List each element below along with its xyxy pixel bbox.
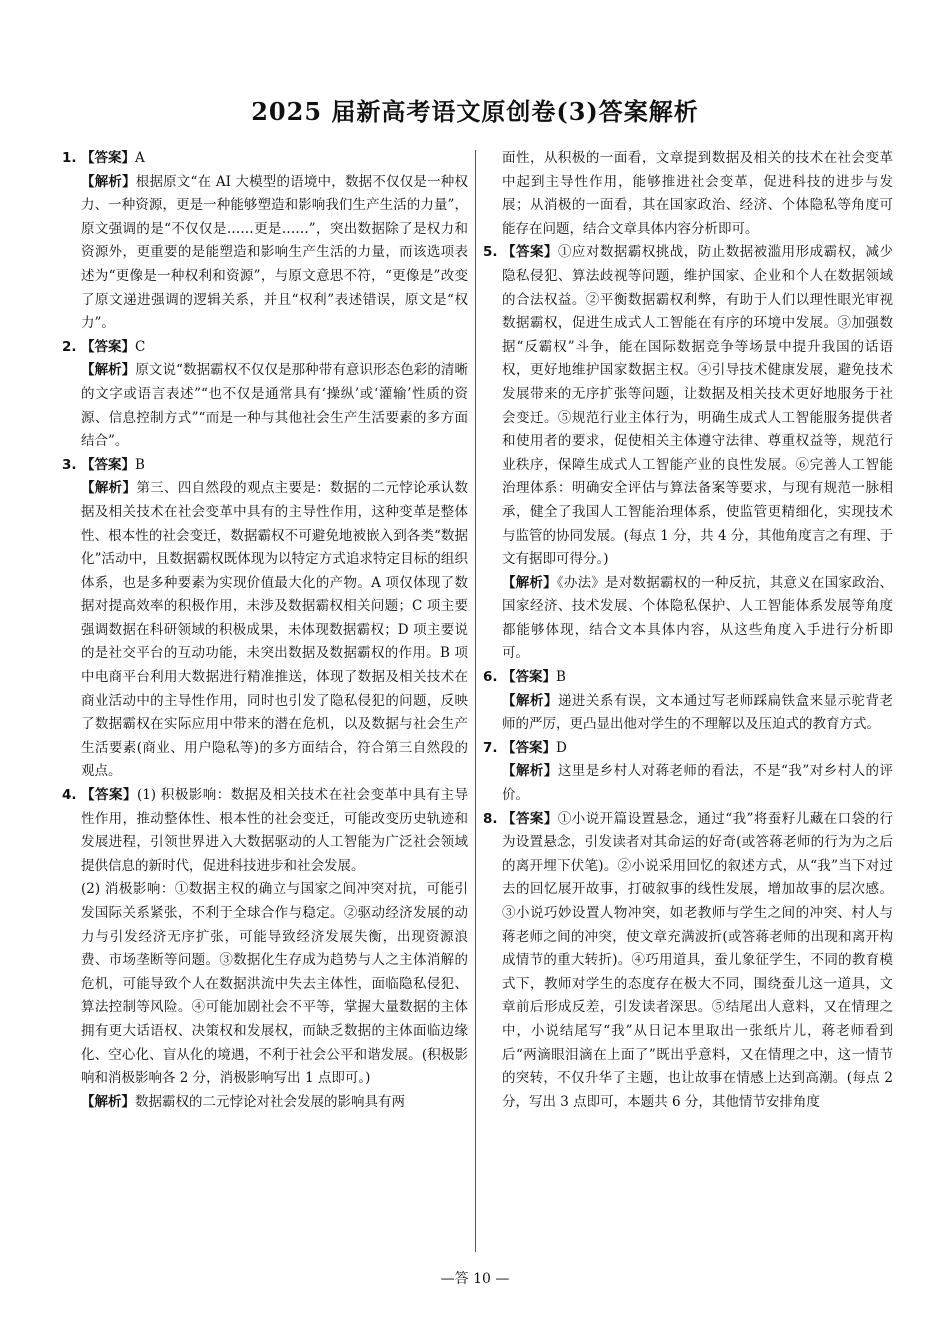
answer-label: 【答案】: [502, 810, 558, 827]
answer-label: 【答案】: [502, 739, 556, 756]
question-4: [62, 784, 468, 1114]
column-divider: [475, 150, 476, 1252]
answer-label: 【答案】: [81, 338, 135, 355]
answer-text: B: [556, 669, 566, 686]
question-1: [62, 147, 468, 336]
question-number: 8.: [483, 810, 498, 827]
question-8: [483, 808, 893, 1115]
analysis-label: 【解析】: [81, 480, 137, 497]
analysis-text: 《办法》是对数据霸权的一种反抗，其意义在国家政治、国家经济、技术发展、个体隐私保护、人工智能体系发展等角度都能够体现，结合文本具体内容，从这些角度入手进行分析即可。: [502, 574, 894, 662]
answer-text: ①应对数据霸权挑战，防止数据被滥用形成霸权，减少隐私侵犯、算法歧视等问题，维护国家、企业和个人在数据领域的合法权益。②平衡数据霸权利弊，有助于人们以理性眼光审视数据霸权，促进生成式人工智能在有序的环境中发展。③加强数据“反霸权”斗争，能在国际数据竞争等场景中提升我国的话语权，更好地维护国家数据主权。④引导技术健康发展，避免技术发展带来的无序扩张等问题，让数据及相关技术更好地服务于社会变迁。⑤规范行业主体行为，明确生成式人工智能服务提供者和使用者的要求，促使相关主体遵守法律、尊重权益等，规范行业秩序，保障生成式人工智能产业的良性发展。⑥完善人工智能治理体系：明确安全评估与算法备案等要求，与现有规范一脉相承，健全了我国人工智能治理体系，使监管更精细化，实现技术与监管的协同发展。(每点 1 分，共 4 分，其他角度言之有理、于文有据即可得分。): [502, 244, 894, 568]
question-3: [62, 454, 468, 784]
analysis-text: 根据原文“在 AI 大模型的语境中，数据不仅仅是一种权力、一种资源，更是一种能够塑造和影响我们生产生活的力量”，原文强调的是“不仅仅是……更是……”，突出数据除了是权力和资源外，更重要的是能塑造和影响生产生活的力量，而该选项表述为“更像是一种权利和资源”，与原文意思不符，“更像是”改变了原文递进强调的逻辑关系，并且“权利”表述错误，原文是“权力”。: [81, 173, 468, 332]
analysis-text: 第三、四自然段的观点主要是：数据的二元悖论承认数据及相关技术在社会变革中具有的主导性作用，这种变革是整体性、根本性的社会变迁，数据霸权不可避免地被嵌入到各类“数据化”活动中，且数据霸权既体现为以特定方式追求特定目标的组织体系，也是多种要素为实现价值最大化的产物。A 项仅体现了数据对提高效率的积极作用，未涉及数据霸权相关问题；C 项主要强调数据在科研领域的积极成果，未体现数据霸权；D 项主要说的是社交平台的互动功能，未突出数据及数据霸权的作用。B 项中电商平台利用大数据进行精准推送，体现了数据及相关技术在商业活动中的主导性作用，同时也引发了隐私侵犯的问题，反映了数据霸权在实际应用中带来的潜在危机，以及数据与社会生产生活要素(商业、用户隐私等)的多方面结合，符合第三自然段的观点。: [81, 480, 469, 780]
analysis-label: 【解析】: [502, 692, 558, 709]
answer-label: 【答案】: [502, 244, 558, 261]
answer-label: 【答案】: [81, 456, 135, 473]
analysis-text-continued: 面性，从积极的一面看，文章提到数据及相关的技术在社会变革中起到主导性作用，能够推进社会变革，促进科技的进步与发展；从消极的一面看，其在国家政治、经济、个体隐私等角度可能存在问题，结合文章具体内容分析即可。: [502, 150, 893, 237]
answer-text: C: [135, 338, 146, 355]
analysis-label: 【解析】: [502, 763, 558, 780]
answer-text: A: [135, 150, 145, 166]
answer-text: B: [135, 456, 145, 473]
question-number: 2.: [62, 338, 77, 355]
analysis-text: 数据霸权的二元悖论对社会发展的影响具有两: [135, 1093, 405, 1110]
answer-text: ①小说开篇设置悬念，通过“我”将蚕籽儿藏在口袋的行为设置悬念，引发读者对其命运的好奇(或答蒋老师的行为为之后的离开埋下伏笔)。②小说采用回忆的叙述方式，从“我”当下对过去的回忆展开故事，打破叙事的线性发展，增加故事的层次感。③小说巧妙设置人物冲突，如老教师与学生之间的冲突、村人与蒋老师之间的冲突，使文章充满波折(或答蒋老师的出现和离开构成情节的重大转折)。④巧用道具，蚕儿象征学生，不同的教育模式下，教师对学生的态度存在极大不同，围绕蚕儿这一道具，文章前后形成反差，引发读者深思。⑤结尾出人意料，又在情理之中，小说结尾写“我”从日记本里取出一张纸片儿，蒋老师看到后“两滴眼泪滴在上面了”既出乎意料，又在情理之中，这一情节的突转，不仅升华了主题，也让故事在情感上达到高潮。(每点 2 分，写出 3 点即可，本题共 6 分，其他情节安排角度: [502, 810, 893, 1110]
analysis-text: 递进关系有误，文本通过写老师踩扁铁盒来显示驼背老师的严厉，更凸显出他对学生的不理解以及压迫式的教育方式。: [502, 692, 894, 733]
analysis-label: 【解析】: [81, 173, 136, 190]
answer-text: D: [556, 739, 567, 756]
analysis-text: 原文说“数据霸权不仅仅是那种带有意识形态色彩的清晰的文字或语言表述”“也不仅是通常具有‘操纵’或‘灌输’性质的资源、信息控制方式”“而是一种与其他社会生产生活要素的多方面结合”。: [81, 362, 469, 450]
answer-text: (1) 积极影响：数据及相关技术在社会变革中具有主导性作用，推动整体性、根本性的社会变迁，可能改变历史轨迹和发展进程，引领世界进入大数据驱动的人工智能为广泛社会领域提供信息的新时代，促进科技进步和社会发展。: [81, 787, 468, 874]
question-number: 1.: [62, 150, 77, 166]
analysis-label: 【解析】: [81, 362, 136, 379]
analysis-text: 这里是乡村人对蒋老师的看法，不是“我”对乡村人的评价。: [502, 763, 893, 804]
answer-label: 【答案】: [81, 150, 135, 166]
page-title: 2025 届新高考语文原创卷(3)答案解析: [251, 97, 699, 126]
analysis-label: 【解析】: [81, 1093, 135, 1110]
question-5: [483, 241, 893, 666]
answer-label: 【答案】: [81, 787, 137, 804]
page-number: —答 10 —: [440, 1271, 510, 1287]
question-6: [483, 666, 893, 737]
right-column: [483, 147, 893, 1114]
question-number: 4.: [62, 787, 77, 804]
question-4-continued: [483, 147, 893, 241]
analysis-label: 【解析】: [502, 574, 557, 591]
question-7: [483, 737, 893, 808]
left-column: [62, 147, 468, 1114]
question-number: 5.: [483, 244, 498, 261]
question-number: 6.: [483, 669, 498, 686]
question-2: [62, 336, 468, 454]
question-number: 7.: [483, 739, 498, 756]
answer-label: 【答案】: [502, 669, 556, 686]
question-number: 3.: [62, 456, 77, 473]
answer-text-part-2: (2) 消极影响：①数据主权的确立与国家之间冲突对抗，可能引发国际关系紧张，不利于全球合作与稳定。②驱动经济发展的动力与引发经济无序扩张，可能导致经济发展失衡，出现资源浪费、市场垄断等问题。③数据化生存成为趋势与人之主体消解的危机，可能导致个人在数据洪流中失去主体性，面临隐私侵犯、算法控制等风险。④可能加剧社会不平等，掌握大量数据的主体拥有更大话语权、决策权和发展权，而缺乏数据的主体面临边缘化、空心化、盲从化的境遇，不利于社会公平和谐发展。(积极影响和消极影响各 2 分，消极影响写出 1 点即可。): [81, 881, 468, 1087]
